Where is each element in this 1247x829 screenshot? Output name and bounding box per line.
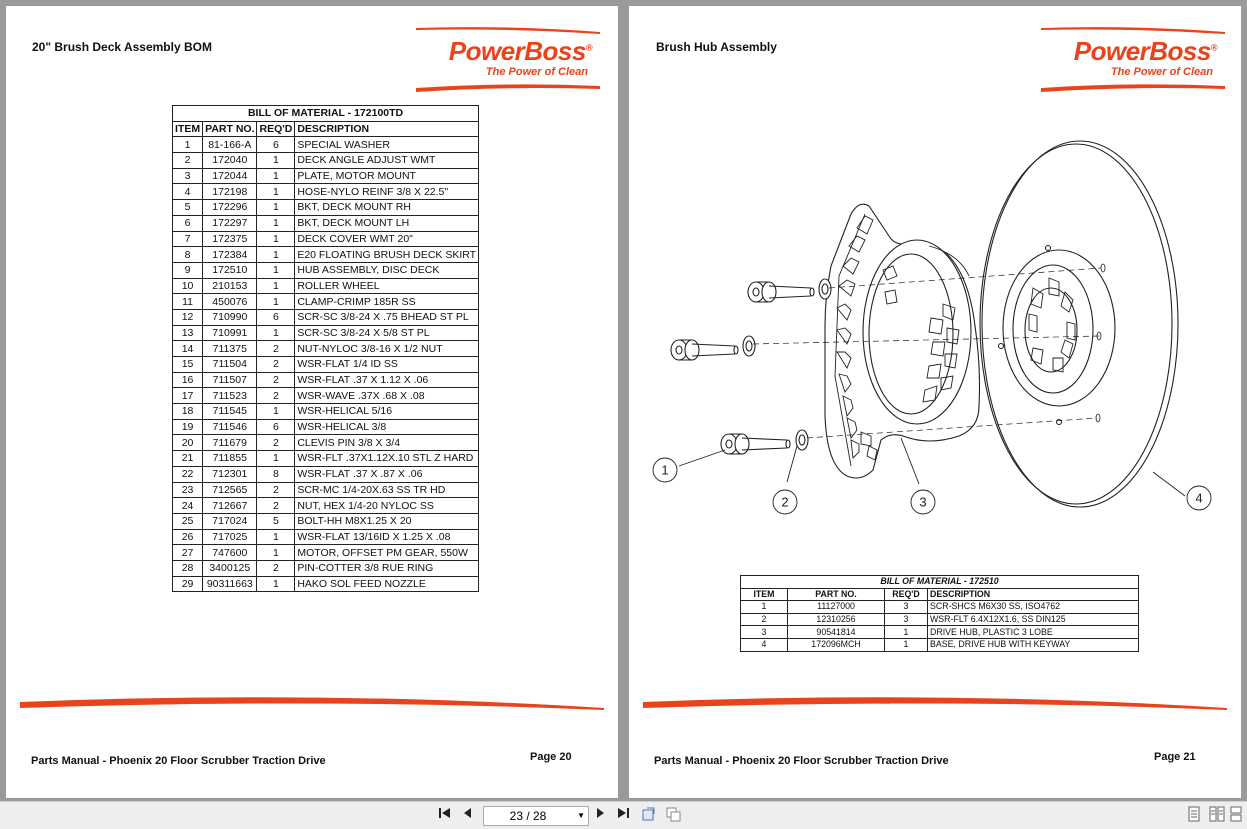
cell-description: PIN-COTTER 3/8 RUE RING — [295, 560, 479, 576]
callout-4-label: 4 — [1195, 490, 1203, 506]
cell-part-no: 90541814 — [788, 626, 885, 639]
cell-reqd: 2 — [257, 482, 295, 498]
cell-description: WSR-FLT 6.4X12X1.6, SS DIN125 — [928, 613, 1139, 626]
cell-reqd: 2 — [257, 357, 295, 373]
cell-part-no: 172198 — [203, 184, 257, 200]
cell-reqd: 2 — [257, 372, 295, 388]
cell-reqd: 3 — [885, 601, 928, 614]
cell-reqd: 6 — [257, 137, 295, 153]
cell-part-no: 711504 — [203, 357, 257, 373]
cell-description: DRIVE HUB, PLASTIC 3 LOBE — [928, 626, 1139, 639]
cell-item: 21 — [173, 451, 203, 467]
page-number: Page 20 — [530, 751, 572, 763]
table-row — [173, 498, 479, 514]
cell-part-no: 172384 — [203, 247, 257, 263]
page-title: Brush Hub Assembly — [656, 40, 777, 54]
screw-shcs-upper — [748, 282, 814, 302]
cell-item: 26 — [173, 529, 203, 545]
cell-reqd: 1 — [257, 215, 295, 231]
cell-part-no: 172044 — [203, 168, 257, 184]
table-row — [173, 247, 479, 263]
table-row — [173, 513, 479, 529]
cell-description: HOSE-NYLO REINF 3/8 X 22.5" — [295, 184, 479, 200]
footer-swoosh — [20, 694, 604, 716]
page-indicator: 23 / 28 — [509, 809, 547, 823]
cell-part-no: 12310256 — [788, 613, 885, 626]
cell-description: BOLT-HH M8X1.25 X 20 — [295, 513, 479, 529]
cell-description: HUB ASSEMBLY, DISC DECK — [295, 262, 479, 278]
header-part-no: PART NO. — [788, 588, 885, 601]
cell-item: 2 — [741, 613, 788, 626]
drive-hub-plastic-3-lobe — [825, 204, 980, 478]
callout-3 — [911, 490, 935, 514]
table-row — [173, 451, 479, 467]
bom-body — [741, 601, 1139, 651]
cell-part-no: 717025 — [203, 529, 257, 545]
cell-part-no: 172297 — [203, 215, 257, 231]
cell-description: HAKO SOL FEED NOZZLE — [295, 576, 479, 592]
two-page-icon[interactable] — [1209, 806, 1225, 824]
logo-swoosh-top — [416, 26, 600, 34]
cell-item: 25 — [173, 513, 203, 529]
table-row — [173, 372, 479, 388]
cell-reqd: 1 — [257, 262, 295, 278]
cell-description: WSR-FLT .37X1.12X.10 STL Z HARD — [295, 451, 479, 467]
table-row — [173, 137, 479, 153]
powerboss-logo — [1041, 26, 1225, 98]
cell-part-no: 711545 — [203, 404, 257, 420]
header-item: ITEM — [741, 588, 788, 601]
cell-part-no: 717024 — [203, 513, 257, 529]
page-20 — [6, 6, 618, 798]
cell-description: DECK ANGLE ADJUST WMT — [295, 153, 479, 169]
cell-item: 15 — [173, 357, 203, 373]
page-21 — [629, 6, 1241, 798]
rotate-icon[interactable] — [640, 806, 658, 824]
cell-description: E20 FLOATING BRUSH DECK SKIRT — [295, 247, 479, 263]
cell-reqd: 1 — [885, 626, 928, 639]
cell-reqd: 6 — [257, 419, 295, 435]
registered-mark: ® — [1210, 42, 1217, 53]
cell-item: 23 — [173, 482, 203, 498]
header-part-no: PART NO. — [203, 121, 257, 137]
cell-item: 14 — [173, 341, 203, 357]
cell-item: 3 — [741, 626, 788, 639]
washer-lower — [796, 430, 808, 450]
table-row — [173, 341, 479, 357]
cell-description: WSR-WAVE .37X .68 X .08 — [295, 388, 479, 404]
cell-description: WSR-FLAT .37 X .87 X .06 — [295, 466, 479, 482]
cell-item: 4 — [173, 184, 203, 200]
callout-3-label: 3 — [919, 494, 927, 510]
cell-item: 1 — [741, 601, 788, 614]
cell-reqd: 1 — [257, 545, 295, 561]
table-row — [173, 576, 479, 592]
cell-reqd: 2 — [257, 341, 295, 357]
cell-part-no: 172296 — [203, 200, 257, 216]
cell-description: ROLLER WHEEL — [295, 278, 479, 294]
cell-description: SCR-SC 3/8-24 X .75 BHEAD ST PL — [295, 309, 479, 325]
cell-item: 29 — [173, 576, 203, 592]
header-reqd: REQ'D — [885, 588, 928, 601]
cell-description: SCR-SC 3/8-24 X 5/8 ST PL — [295, 325, 479, 341]
cell-item: 11 — [173, 294, 203, 310]
drive-hub-base-disc — [980, 141, 1178, 507]
cell-reqd: 1 — [257, 278, 295, 294]
cell-part-no: 711507 — [203, 372, 257, 388]
continuous-icon[interactable] — [1229, 806, 1243, 824]
cell-part-no: 711546 — [203, 419, 257, 435]
bom-table-172100td — [172, 105, 479, 592]
logo-swoosh-bottom — [1041, 82, 1225, 92]
cell-part-no: 712301 — [203, 466, 257, 482]
footer-text: Parts Manual - Phoenix 20 Floor Scrubber Traction Drive — [654, 755, 949, 767]
pdf-viewer-toolbar — [0, 801, 1247, 829]
washer-upper — [819, 279, 831, 299]
cell-item: 6 — [173, 215, 203, 231]
cell-reqd: 2 — [257, 435, 295, 451]
cell-part-no: 450076 — [203, 294, 257, 310]
cell-part-no: 90311663 — [203, 576, 257, 592]
cell-item: 5 — [173, 200, 203, 216]
cell-part-no: 712565 — [203, 482, 257, 498]
cell-description: WSR-FLAT 1/4 ID SS — [295, 357, 479, 373]
table-row — [173, 388, 479, 404]
cell-description: NUT-NYLOC 3/8-16 X 1/2 NUT — [295, 341, 479, 357]
cell-reqd: 1 — [257, 451, 295, 467]
cell-item: 3 — [173, 168, 203, 184]
cell-reqd: 3 — [885, 613, 928, 626]
cell-reqd: 1 — [257, 404, 295, 420]
next-page-icon[interactable] — [594, 806, 608, 824]
cell-description: WSR-HELICAL 5/16 — [295, 404, 479, 420]
powerboss-logo — [416, 26, 600, 98]
cell-description: MOTOR, OFFSET PM GEAR, 550W — [295, 545, 479, 561]
cell-item: 17 — [173, 388, 203, 404]
cell-part-no: 711855 — [203, 451, 257, 467]
table-row — [173, 482, 479, 498]
cell-description: BKT, DECK MOUNT LH — [295, 215, 479, 231]
cell-description: NUT, HEX 1/4-20 NYLOC SS — [295, 498, 479, 514]
cell-item: 4 — [741, 638, 788, 651]
single-page-icon[interactable] — [1187, 806, 1201, 824]
table-row — [173, 466, 479, 482]
bom-body — [173, 137, 479, 592]
dropdown-arrow-icon: ▼ — [577, 811, 585, 820]
logo-swoosh-top — [1041, 26, 1225, 34]
table-row — [173, 184, 479, 200]
cell-part-no: 172040 — [203, 153, 257, 169]
cell-item: 22 — [173, 466, 203, 482]
cell-reqd: 2 — [257, 388, 295, 404]
cell-item: 19 — [173, 419, 203, 435]
header-description: DESCRIPTION — [295, 121, 479, 137]
registered-mark: ® — [585, 42, 592, 53]
page-number: Page 21 — [1154, 751, 1196, 763]
footer-swoosh — [643, 694, 1227, 716]
table-row — [173, 309, 479, 325]
cell-description: CLAMP-CRIMP 185R SS — [295, 294, 479, 310]
cell-part-no: 172510 — [203, 262, 257, 278]
page-number-select[interactable] — [483, 806, 589, 826]
cell-description: BKT, DECK MOUNT RH — [295, 200, 479, 216]
cell-part-no: 711523 — [203, 388, 257, 404]
cell-item: 16 — [173, 372, 203, 388]
cell-item: 27 — [173, 545, 203, 561]
cell-item: 20 — [173, 435, 203, 451]
callout-1 — [653, 458, 677, 482]
table-row — [173, 262, 479, 278]
cell-description: WSR-FLAT 13/16ID X 1.25 X .08 — [295, 529, 479, 545]
last-page-icon[interactable] — [615, 806, 631, 824]
cell-item: 10 — [173, 278, 203, 294]
table-row — [741, 613, 1139, 626]
cell-part-no: 747600 — [203, 545, 257, 561]
table-row — [173, 168, 479, 184]
cell-reqd: 1 — [257, 153, 295, 169]
table-row — [173, 357, 479, 373]
table-row — [173, 231, 479, 247]
cell-reqd: 1 — [885, 638, 928, 651]
cell-reqd: 1 — [257, 576, 295, 592]
cell-description: SPECIAL WASHER — [295, 137, 479, 153]
logo-swoosh-bottom — [416, 82, 600, 92]
cell-description: SCR-MC 1/4-20X.63 SS TR HD — [295, 482, 479, 498]
table-row — [173, 325, 479, 341]
table-row — [173, 215, 479, 231]
cell-reqd: 1 — [257, 529, 295, 545]
table-row — [741, 626, 1139, 639]
cell-item: 1 — [173, 137, 203, 153]
cell-item: 2 — [173, 153, 203, 169]
brand-tagline: The Power of Clean — [485, 66, 588, 78]
header-reqd: REQ'D — [257, 121, 295, 137]
callout-4 — [1187, 486, 1211, 510]
cell-reqd: 1 — [257, 231, 295, 247]
cell-description: CLEVIS PIN 3/8 X 3/4 — [295, 435, 479, 451]
cell-part-no: 711375 — [203, 341, 257, 357]
cell-item: 24 — [173, 498, 203, 514]
cell-part-no: 712667 — [203, 498, 257, 514]
cell-reqd: 5 — [257, 513, 295, 529]
cell-reqd: 2 — [257, 560, 295, 576]
table-row — [173, 419, 479, 435]
callout-2 — [773, 490, 797, 514]
cell-item: 8 — [173, 247, 203, 263]
table-row — [173, 278, 479, 294]
cell-item: 7 — [173, 231, 203, 247]
cell-reqd: 1 — [257, 247, 295, 263]
cell-item: 13 — [173, 325, 203, 341]
cell-part-no: 210153 — [203, 278, 257, 294]
cell-description: DECK COVER WMT 20" — [295, 231, 479, 247]
cell-reqd: 1 — [257, 294, 295, 310]
bom-title: BILL OF MATERIAL - 172100TD — [173, 106, 479, 122]
first-page-icon[interactable] — [437, 806, 453, 824]
callout-2-label: 2 — [781, 494, 789, 510]
table-row — [173, 529, 479, 545]
table-row — [173, 560, 479, 576]
fit-page-icon[interactable] — [664, 806, 682, 824]
brush-hub-exploded-diagram — [629, 136, 1241, 526]
cell-part-no: 711679 — [203, 435, 257, 451]
cell-reqd: 6 — [257, 309, 295, 325]
cell-reqd: 1 — [257, 200, 295, 216]
cell-description: SCR-SHCS M6X30 SS, ISO4762 — [928, 601, 1139, 614]
brand-name: PowerBoss — [448, 36, 586, 66]
cell-description: WSR-HELICAL 3/8 — [295, 419, 479, 435]
cell-description: WSR-FLAT .37 X 1.12 X .06 — [295, 372, 479, 388]
cell-reqd: 2 — [257, 498, 295, 514]
table-row — [173, 435, 479, 451]
table-row — [741, 638, 1139, 651]
cell-reqd: 1 — [257, 184, 295, 200]
header-item: ITEM — [173, 121, 203, 137]
cell-reqd: 1 — [257, 325, 295, 341]
prev-page-icon[interactable] — [460, 806, 474, 824]
footer-text: Parts Manual - Phoenix 20 Floor Scrubber Traction Drive — [31, 755, 326, 767]
screw-shcs-middle — [671, 340, 738, 360]
cell-item: 12 — [173, 309, 203, 325]
page-title: 20" Brush Deck Assembly BOM — [32, 40, 212, 54]
cell-description: PLATE, MOTOR MOUNT — [295, 168, 479, 184]
cell-item: 28 — [173, 560, 203, 576]
table-row — [173, 200, 479, 216]
bom-table-172510 — [740, 575, 1139, 652]
cell-part-no: 710990 — [203, 309, 257, 325]
cell-reqd: 1 — [257, 168, 295, 184]
cell-part-no: 172096MCH — [788, 638, 885, 651]
table-row — [173, 404, 479, 420]
table-row — [173, 294, 479, 310]
header-description: DESCRIPTION — [928, 588, 1139, 601]
brand-tagline: The Power of Clean — [1110, 66, 1213, 78]
cell-part-no: 172375 — [203, 231, 257, 247]
screw-shcs-lower — [721, 434, 790, 454]
table-row — [741, 601, 1139, 614]
cell-part-no: 710991 — [203, 325, 257, 341]
cell-part-no: 3400125 — [203, 560, 257, 576]
cell-description: BASE, DRIVE HUB WITH KEYWAY — [928, 638, 1139, 651]
cell-item: 18 — [173, 404, 203, 420]
table-row — [173, 153, 479, 169]
washer-middle — [743, 336, 755, 356]
cell-item: 9 — [173, 262, 203, 278]
cell-part-no: 11127000 — [788, 601, 885, 614]
brand-name: PowerBoss — [1073, 36, 1211, 66]
bom-title: BILL OF MATERIAL - 172510 — [741, 576, 1139, 589]
cell-reqd: 8 — [257, 466, 295, 482]
callout-1-label: 1 — [661, 462, 669, 478]
cell-part-no: 81-166-A — [203, 137, 257, 153]
table-row — [173, 545, 479, 561]
